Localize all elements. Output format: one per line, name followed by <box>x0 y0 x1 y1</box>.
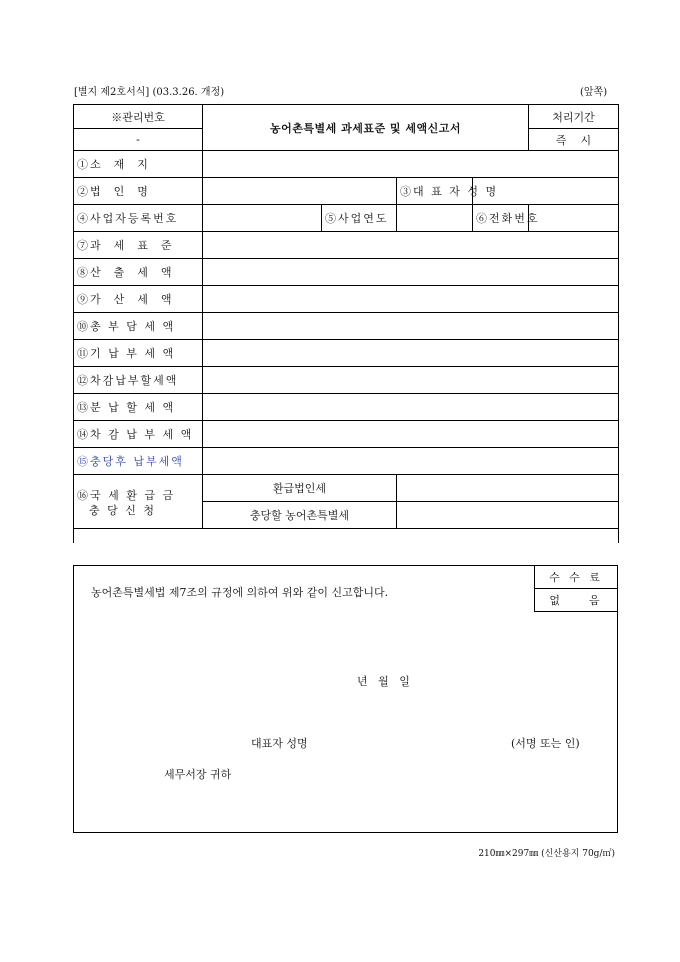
addressee: 세무서장 귀하 <box>164 768 232 781</box>
corp-name-field[interactable] <box>203 178 397 205</box>
net-paid-tax-label: ⑭차 감 납 부 세 액 <box>74 421 203 448</box>
tax-base-label: ⑦과 세 표 준 <box>74 232 203 259</box>
phone-label: ⑥전화번호 <box>473 205 529 232</box>
fee-label: 수 수 료 <box>535 566 618 589</box>
tax-base-field[interactable] <box>203 232 619 259</box>
refund-rural-tax-field[interactable] <box>397 502 619 529</box>
fiscal-year-field[interactable] <box>397 205 473 232</box>
signature-label: (서명 또는 인) <box>511 737 580 750</box>
page-side-label: (앞쪽) <box>580 87 608 98</box>
additional-tax-field[interactable] <box>203 286 619 313</box>
prepaid-tax-label: ⑪기 납 부 세 액 <box>74 340 203 367</box>
declaration-statement: 농어촌특별세법 제7조의 규정에 의하여 위와 같이 신고합니다. <box>91 586 389 599</box>
post-offset-tax-label: ⑮충당후 납부세액 <box>74 448 203 475</box>
business-reg-no-label: ④사업자등록번호 <box>74 205 203 232</box>
corp-name-label: ②법 인 명 <box>74 178 203 205</box>
processing-period-label: 처리기간 <box>529 105 619 129</box>
refund-offset-label <box>74 475 203 529</box>
fiscal-year-label: ⑤사업연도 <box>322 205 397 232</box>
net-payable-tax-label: ⑫차감납부할세액 <box>74 367 203 394</box>
net-payable-tax-field[interactable] <box>203 367 619 394</box>
form-title: 농어촌특별세 과세표준 및 세액신고서 <box>203 105 529 151</box>
mgmt-no-label: ※관리번호 <box>74 105 203 129</box>
phone-field[interactable] <box>529 205 619 232</box>
computed-tax-field[interactable] <box>203 259 619 286</box>
total-tax-burden-label: ⑩총 부 담 세 액 <box>74 313 203 340</box>
fee-value: 없 음 <box>535 589 618 612</box>
net-paid-tax-field[interactable] <box>203 421 619 448</box>
date-line: 년 월 일 <box>357 675 410 688</box>
declaration-box <box>73 565 618 833</box>
location-label: ①소 재 지 <box>74 151 203 178</box>
post-offset-tax-field[interactable] <box>203 448 619 475</box>
fee-box <box>534 565 618 612</box>
business-reg-no-field[interactable] <box>203 205 322 232</box>
location-field[interactable] <box>203 151 619 178</box>
tax-return-form <box>73 104 619 543</box>
refund-offset-label-line2: 충 당 신 청 <box>89 503 156 517</box>
section-spacer <box>74 529 619 543</box>
installment-tax-field[interactable] <box>203 394 619 421</box>
total-tax-burden-field[interactable] <box>203 313 619 340</box>
form-id: [별지 제2호서식] (03.3.26. 개정) <box>74 87 225 98</box>
additional-tax-label: ⑨가 산 세 액 <box>74 286 203 313</box>
installment-tax-label: ⑬분 납 할 세 액 <box>74 394 203 421</box>
representative-label: ③대 표 자 성 명 <box>397 178 473 205</box>
computed-tax-label: ⑧산 출 세 액 <box>74 259 203 286</box>
refund-offset-label-line1: ⑯국 세 환 급 금 <box>77 488 176 502</box>
refund-corp-tax-field[interactable] <box>397 475 619 502</box>
paper-spec: 210㎜×297㎜ (신산용지 70g/㎡) <box>478 849 615 859</box>
mgmt-no-field[interactable]: - <box>74 129 203 151</box>
refund-corp-tax-label: 환급법인세 <box>203 475 397 502</box>
refund-rural-tax-label: 충당할 농어촌특별세 <box>203 502 397 529</box>
processing-period-value: 즉 시 <box>529 129 619 151</box>
prepaid-tax-field[interactable] <box>203 340 619 367</box>
representative-name-label: 대표자 성명 <box>251 737 308 750</box>
